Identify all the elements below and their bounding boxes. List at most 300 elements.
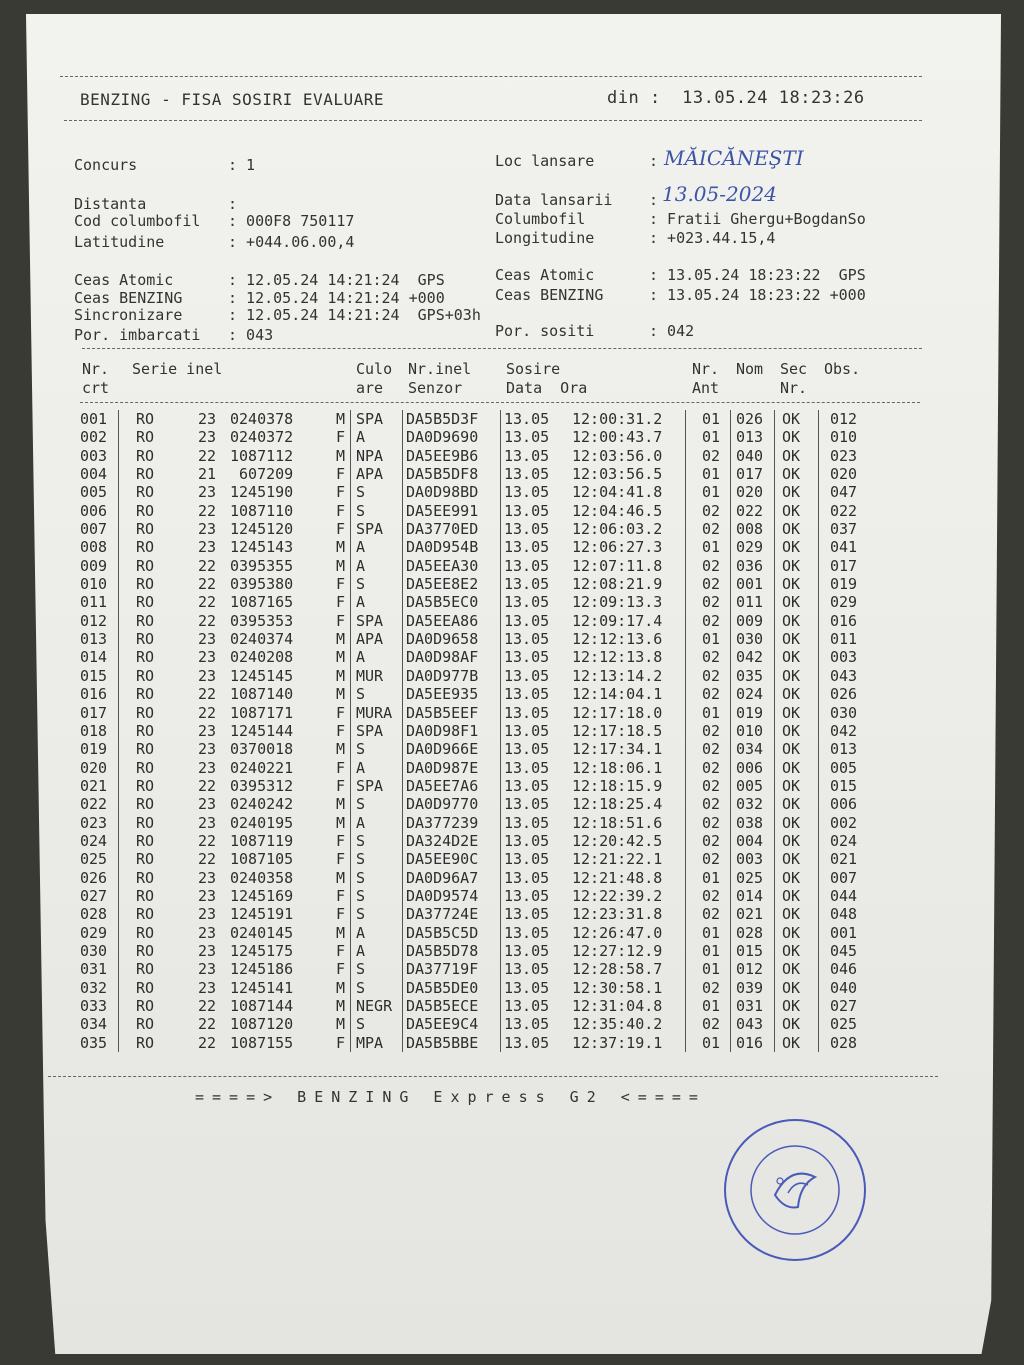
cell-country: RO <box>136 575 155 594</box>
cell-country: RO <box>136 648 155 667</box>
table-row <box>80 979 922 997</box>
table-row <box>80 722 922 740</box>
cell-nr: 013 <box>80 630 108 649</box>
cell-sec: OK <box>782 501 801 520</box>
cell-time: 12:09:13.3 <box>572 593 663 612</box>
cell-sensor: DA37719F <box>406 960 479 979</box>
cell-ring: 0395353 <box>230 611 294 630</box>
cell-sex: F <box>336 758 346 777</box>
cell-sec: OK <box>782 850 801 869</box>
cell-country: RO <box>136 520 155 539</box>
cell-nr-ant: 02 <box>702 740 721 759</box>
cell-sensor: DA5EE935 <box>406 685 479 704</box>
col-sosire: Sosire <box>506 360 561 378</box>
table-row <box>80 740 922 758</box>
cell-ring: 0240145 <box>230 923 294 942</box>
cell-time: 12:26:47.0 <box>572 923 663 942</box>
cell-obs: 026 <box>830 685 858 704</box>
cell-sec: OK <box>782 611 801 630</box>
cell-sex: M <box>336 997 346 1015</box>
cell-obs: 037 <box>830 520 858 539</box>
cell-nr-ant: 01 <box>702 997 721 1015</box>
cell-obs: 006 <box>830 795 858 814</box>
cell-sec: OK <box>782 703 801 722</box>
cell-color: A <box>356 556 366 575</box>
cell-year: 23 <box>198 410 217 428</box>
cell-country: RO <box>136 923 155 942</box>
cell-sex: F <box>336 520 346 539</box>
cell-time: 12:27:12.9 <box>572 941 663 960</box>
info-left-value-7: : 043 <box>228 326 274 344</box>
cell-color: SPA <box>356 410 384 428</box>
table-row <box>80 447 922 465</box>
cell-date: 13.05 <box>504 978 550 997</box>
info-right-label-5: Ceas BENZING <box>495 286 604 304</box>
cell-obs: 045 <box>830 941 858 960</box>
cell-color: A <box>356 813 366 832</box>
cell-sec: OK <box>782 795 801 814</box>
cell-sec: OK <box>782 520 801 539</box>
cell-ring: 1245190 <box>230 483 294 502</box>
cell-ring: 1245145 <box>230 666 294 685</box>
cell-country: RO <box>136 483 155 502</box>
cell-nom: 040 <box>736 446 764 465</box>
cell-date: 13.05 <box>504 446 550 465</box>
cell-time: 12:18:15.9 <box>572 776 663 795</box>
cell-nr: 018 <box>80 721 108 740</box>
cell-country: RO <box>136 593 155 612</box>
cell-color: S <box>356 685 366 704</box>
cell-sec: OK <box>782 483 801 502</box>
cell-sensor: DA0D954B <box>406 538 479 557</box>
cell-sensor: DA3770ED <box>406 520 479 539</box>
cell-nr: 027 <box>80 886 108 905</box>
table-row <box>80 905 922 923</box>
table-row <box>80 887 922 905</box>
cell-country: RO <box>136 1033 155 1052</box>
table-row <box>80 520 922 538</box>
cell-year: 22 <box>198 850 217 869</box>
cell-sec: OK <box>782 831 801 850</box>
cell-date: 13.05 <box>504 960 550 979</box>
cell-year: 23 <box>198 813 217 832</box>
cell-date: 13.05 <box>504 611 550 630</box>
cell-date: 13.05 <box>504 831 550 850</box>
cell-time: 12:17:18.0 <box>572 703 663 722</box>
cell-obs: 028 <box>830 1033 858 1052</box>
cell-time: 12:07:11.8 <box>572 556 663 575</box>
cell-date: 13.05 <box>504 538 550 557</box>
info-left-value-0: : 1 <box>228 156 256 174</box>
table-row <box>80 612 922 630</box>
cell-sex: F <box>336 776 346 795</box>
cell-nr-ant: 02 <box>702 776 721 795</box>
cell-ring: 1087110 <box>230 501 294 520</box>
cell-time: 12:22:39.2 <box>572 886 663 905</box>
cell-time: 12:12:13.8 <box>572 648 663 667</box>
cell-nr-ant: 02 <box>702 850 721 869</box>
cell-nr-ant: 02 <box>702 520 721 539</box>
cell-date: 13.05 <box>504 666 550 685</box>
cell-color: S <box>356 575 366 594</box>
footer-banner: ====> BENZING Express G2 <==== <box>195 1088 706 1106</box>
cell-sex: M <box>336 868 346 887</box>
cell-ring: 1245169 <box>230 886 294 905</box>
cell-sec: OK <box>782 997 801 1015</box>
cell-obs: 021 <box>830 850 858 869</box>
cell-sensor: DA0D9690 <box>406 428 479 447</box>
handwritten-data-lansarii: 13.05-2024 <box>662 182 777 206</box>
cell-sensor: DA5EE7A6 <box>406 776 479 795</box>
handwritten-loc-lansare: MĂICĂNEŞTI <box>664 146 804 170</box>
col-data-ora: Data Ora <box>506 379 588 397</box>
cell-sensor: DA0D96A7 <box>406 868 479 887</box>
cell-nr: 033 <box>80 997 108 1015</box>
cell-sensor: DA0D98AF <box>406 648 479 667</box>
cell-ring: 1245186 <box>230 960 294 979</box>
cell-sec: OK <box>782 813 801 832</box>
cell-sex: F <box>336 850 346 869</box>
cell-obs: 025 <box>830 1015 858 1034</box>
cell-obs: 043 <box>830 666 858 685</box>
cell-year: 23 <box>198 758 217 777</box>
cell-obs: 041 <box>830 538 858 557</box>
cell-date: 13.05 <box>504 465 550 484</box>
cell-time: 12:13:14.2 <box>572 666 663 685</box>
cell-nom: 016 <box>736 1033 764 1052</box>
table-header-rule <box>80 402 920 403</box>
cell-year: 22 <box>198 1033 217 1052</box>
cell-nr-ant: 02 <box>702 501 721 520</box>
cell-date: 13.05 <box>504 575 550 594</box>
cell-obs: 048 <box>830 905 858 924</box>
cell-year: 22 <box>198 831 217 850</box>
table-header <box>80 356 922 400</box>
cell-sensor: DA5B5EC0 <box>406 593 479 612</box>
cell-nom: 029 <box>736 538 764 557</box>
cell-color: S <box>356 740 366 759</box>
cell-nr: 015 <box>80 666 108 685</box>
info-right-value-2: : Fratii Ghergu+BogdanSo <box>649 210 866 228</box>
cell-time: 12:21:48.8 <box>572 868 663 887</box>
table-row <box>80 1015 922 1033</box>
cell-nom: 013 <box>736 428 764 447</box>
cell-nr: 031 <box>80 960 108 979</box>
cell-sec: OK <box>782 758 801 777</box>
cell-nr-ant: 02 <box>702 611 721 630</box>
cell-sensor: DA5EEA30 <box>406 556 479 575</box>
cell-time: 12:20:42.5 <box>572 831 663 850</box>
cell-obs: 012 <box>830 410 858 428</box>
cell-time: 12:08:21.9 <box>572 575 663 594</box>
cell-time: 12:18:06.1 <box>572 758 663 777</box>
cell-sensor: DA5B5DE0 <box>406 978 479 997</box>
cell-nr-ant: 01 <box>702 465 721 484</box>
info-right-label-4: Ceas Atomic <box>495 266 595 284</box>
info-left-label-6: Sincronizare <box>74 306 183 324</box>
cell-obs: 011 <box>830 630 858 649</box>
cell-color: SPA <box>356 721 384 740</box>
cell-color: A <box>356 758 366 777</box>
cell-year: 23 <box>198 941 217 960</box>
cell-nr-ant: 01 <box>702 428 721 447</box>
cell-time: 12:31:04.8 <box>572 997 663 1015</box>
cell-nom: 009 <box>736 611 764 630</box>
cell-obs: 027 <box>830 997 858 1015</box>
cell-sensor: DA0D98BD <box>406 483 479 502</box>
col-sec: Sec <box>780 360 808 378</box>
table-row <box>80 832 922 850</box>
cell-color: A <box>356 941 366 960</box>
cell-sex: M <box>336 795 346 814</box>
cell-nr: 029 <box>80 923 108 942</box>
cell-nr-ant: 01 <box>702 923 721 942</box>
cell-nom: 042 <box>736 648 764 667</box>
cell-nr: 012 <box>80 611 108 630</box>
cell-nr: 023 <box>80 813 108 832</box>
cell-date: 13.05 <box>504 483 550 502</box>
cell-sex: F <box>336 611 346 630</box>
cell-ring: 0240374 <box>230 630 294 649</box>
cell-time: 12:12:13.6 <box>572 630 663 649</box>
cell-sec: OK <box>782 740 801 759</box>
cell-date: 13.05 <box>504 703 550 722</box>
cell-time: 12:04:41.8 <box>572 483 663 502</box>
cell-year: 23 <box>198 905 217 924</box>
cell-nom: 014 <box>736 886 764 905</box>
cell-country: RO <box>136 1015 155 1034</box>
cell-obs: 010 <box>830 428 858 447</box>
cell-color: S <box>356 831 366 850</box>
cell-nr: 002 <box>80 428 108 447</box>
cell-ring: 1087119 <box>230 831 294 850</box>
cell-nr: 034 <box>80 1015 108 1034</box>
cell-nom: 034 <box>736 740 764 759</box>
cell-color: MURA <box>356 703 393 722</box>
col-nr: Nr. <box>82 360 110 378</box>
cell-time: 12:03:56.5 <box>572 465 663 484</box>
cell-color: S <box>356 868 366 887</box>
cell-nr: 032 <box>80 978 108 997</box>
cell-nr: 030 <box>80 941 108 960</box>
cell-obs: 040 <box>830 978 858 997</box>
cell-sec: OK <box>782 960 801 979</box>
cell-country: RO <box>136 886 155 905</box>
cell-ring: 0240208 <box>230 648 294 667</box>
table-row <box>80 483 922 501</box>
cell-ring: 0240242 <box>230 795 294 814</box>
cell-ring: 0240378 <box>230 410 294 428</box>
table-row <box>80 648 922 666</box>
cell-year: 21 <box>198 465 217 484</box>
cell-ring: 1087171 <box>230 703 294 722</box>
info-left-value-5: : 12.05.24 14:21:24 +000 <box>228 289 445 307</box>
info-right-value-3: : +023.44.15,4 <box>649 229 776 247</box>
cell-nr: 028 <box>80 905 108 924</box>
cell-sex: F <box>336 501 346 520</box>
cell-nom: 019 <box>736 703 764 722</box>
cell-time: 12:06:27.3 <box>572 538 663 557</box>
cell-year: 22 <box>198 556 217 575</box>
cell-obs: 023 <box>830 446 858 465</box>
cell-sex: F <box>336 703 346 722</box>
cell-sex: F <box>336 575 346 594</box>
cell-obs: 042 <box>830 721 858 740</box>
cell-obs: 022 <box>830 501 858 520</box>
col-nrinel: Nr.inel <box>408 360 472 378</box>
cell-sex: M <box>336 923 346 942</box>
info-right-label-6: Por. sositi <box>495 322 595 340</box>
cell-nr: 017 <box>80 703 108 722</box>
cell-sensor: DA5B5BBE <box>406 1033 479 1052</box>
cell-nom: 020 <box>736 483 764 502</box>
cell-country: RO <box>136 501 155 520</box>
cell-obs: 020 <box>830 465 858 484</box>
table-row <box>80 759 922 777</box>
col-senzor: Senzor <box>408 379 463 397</box>
cell-obs: 013 <box>830 740 858 759</box>
cell-nom: 006 <box>736 758 764 777</box>
cell-sensor: DA377239 <box>406 813 479 832</box>
col-nr-ant: Nr. <box>692 360 720 378</box>
info-left-label-1: Distanta <box>74 195 147 213</box>
cell-sensor: DA5EE9C4 <box>406 1015 479 1034</box>
cell-obs: 016 <box>830 611 858 630</box>
table-row <box>80 428 922 446</box>
cell-sex: M <box>336 446 346 465</box>
cell-year: 23 <box>198 630 217 649</box>
cell-date: 13.05 <box>504 721 550 740</box>
info-left-label-4: Ceas Atomic <box>74 271 174 289</box>
info-right-label-0: Loc lansare <box>495 152 595 170</box>
cell-nr: 022 <box>80 795 108 814</box>
cell-obs: 002 <box>830 813 858 832</box>
cell-sex: F <box>336 483 346 502</box>
cell-year: 23 <box>198 520 217 539</box>
cell-date: 13.05 <box>504 776 550 795</box>
cell-country: RO <box>136 721 155 740</box>
info-left-label-2: Cod columbofil <box>74 212 201 230</box>
table-row <box>80 704 922 722</box>
cell-country: RO <box>136 905 155 924</box>
cell-nr-ant: 02 <box>702 978 721 997</box>
cell-sex: F <box>336 960 346 979</box>
cell-obs: 029 <box>830 593 858 612</box>
cell-ring: 1245120 <box>230 520 294 539</box>
cell-country: RO <box>136 997 155 1015</box>
cell-color: MUR <box>356 666 384 685</box>
cell-sensor: DA5B5D3F <box>406 410 479 428</box>
info-right-label-3: Longitudine <box>495 229 595 247</box>
cell-year: 22 <box>198 685 217 704</box>
cell-color: NPA <box>356 446 384 465</box>
info-left-label-3: Latitudine <box>74 233 165 251</box>
cell-time: 12:37:19.1 <box>572 1033 663 1052</box>
cell-nom: 005 <box>736 776 764 795</box>
cell-time: 12:17:34.1 <box>572 740 663 759</box>
cell-nr: 004 <box>80 465 108 484</box>
cell-year: 22 <box>198 593 217 612</box>
cell-obs: 019 <box>830 575 858 594</box>
cell-sex: F <box>336 465 346 484</box>
cell-ring: 0240358 <box>230 868 294 887</box>
cell-ring: 1087155 <box>230 1033 294 1052</box>
cell-nom: 031 <box>736 997 764 1015</box>
cell-sec: OK <box>782 593 801 612</box>
cell-nr: 009 <box>80 556 108 575</box>
table-row <box>80 557 922 575</box>
cell-color: S <box>356 905 366 924</box>
cell-nr-ant: 01 <box>702 410 721 428</box>
col-are: are <box>356 379 384 397</box>
cell-sensor: DA5EE90C <box>406 850 479 869</box>
cell-sec: OK <box>782 868 801 887</box>
cell-year: 22 <box>198 703 217 722</box>
table-row <box>80 1034 922 1052</box>
table-row <box>80 575 922 593</box>
info-right-value-5: : 13.05.24 18:23:22 +000 <box>649 286 866 304</box>
cell-time: 12:17:18.5 <box>572 721 663 740</box>
cell-country: RO <box>136 428 155 447</box>
cell-date: 13.05 <box>504 520 550 539</box>
cell-sec: OK <box>782 1015 801 1034</box>
cell-sex: M <box>336 410 346 428</box>
cell-time: 12:06:03.2 <box>572 520 663 539</box>
info-left-label-7: Por. imbarcati <box>74 326 201 344</box>
cell-nr: 020 <box>80 758 108 777</box>
cell-ring: 607209 <box>230 465 294 484</box>
cell-sex: M <box>336 1015 346 1034</box>
col-obs: Obs. <box>824 360 861 378</box>
table-row <box>80 777 922 795</box>
cell-nr-ant: 02 <box>702 575 721 594</box>
cell-country: RO <box>136 850 155 869</box>
cell-nom: 038 <box>736 813 764 832</box>
col-nom: Nom <box>736 360 764 378</box>
cell-sex: M <box>336 648 346 667</box>
cell-time: 12:18:25.4 <box>572 795 663 814</box>
cell-ring: 0395380 <box>230 575 294 594</box>
table-row <box>80 538 922 556</box>
cell-sec: OK <box>782 721 801 740</box>
info-right-label-2: Columbofil <box>495 210 586 228</box>
cell-date: 13.05 <box>504 1015 550 1034</box>
table-row <box>80 924 922 942</box>
cell-ring: 0240195 <box>230 813 294 832</box>
cell-country: RO <box>136 465 155 484</box>
cell-nr-ant: 02 <box>702 446 721 465</box>
cell-sensor: DA0D966E <box>406 740 479 759</box>
cell-sensor: DA0D987E <box>406 758 479 777</box>
info-right-value-1: : <box>649 191 659 209</box>
table-row <box>80 850 922 868</box>
cell-sec: OK <box>782 556 801 575</box>
table-row <box>80 410 922 428</box>
table-body <box>80 410 922 1052</box>
cell-date: 13.05 <box>504 630 550 649</box>
info-left-value-4: : 12.05.24 14:21:24 GPS <box>228 271 445 289</box>
cell-nr-ant: 01 <box>702 703 721 722</box>
cell-nom: 004 <box>736 831 764 850</box>
cell-nom: 028 <box>736 923 764 942</box>
cell-nr-ant: 02 <box>702 905 721 924</box>
cell-country: RO <box>136 941 155 960</box>
cell-time: 12:28:58.7 <box>572 960 663 979</box>
cell-nom: 015 <box>736 941 764 960</box>
cell-color: SPA <box>356 611 384 630</box>
cell-nr-ant: 02 <box>702 721 721 740</box>
cell-nr-ant: 01 <box>702 483 721 502</box>
